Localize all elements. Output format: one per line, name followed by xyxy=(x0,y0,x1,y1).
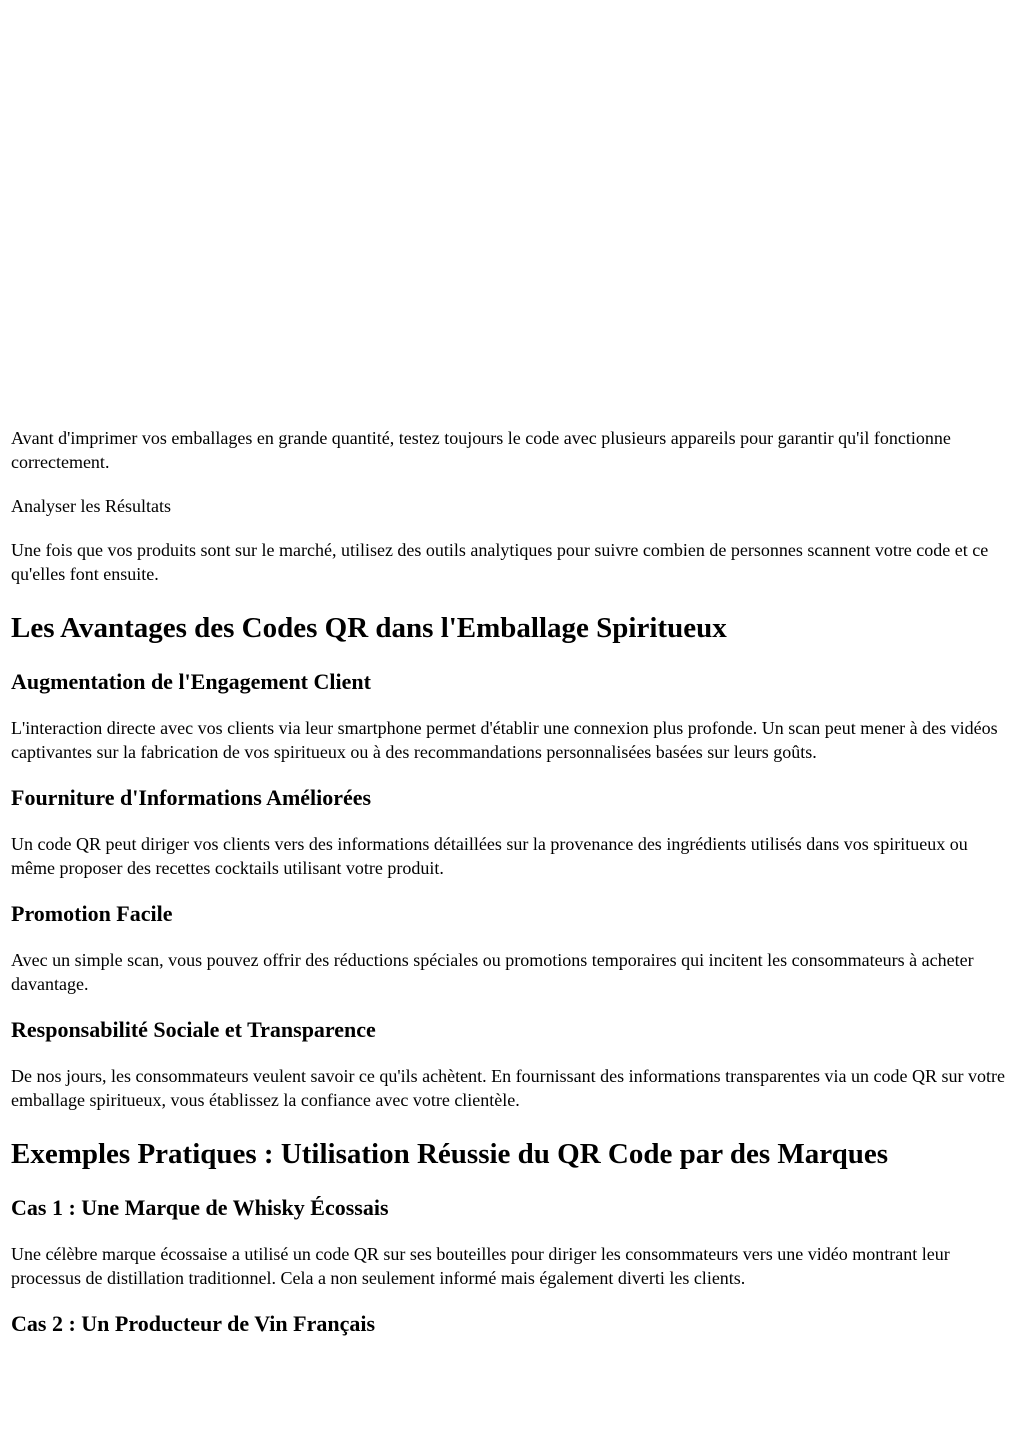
advantages-heading: Les Avantages des Codes QR dans l'Emballage Spiritueux xyxy=(11,612,727,644)
advantage-text-information: Un code QR peut diriger vos clients vers des informations détaillées sur la provenance des ingrédients utilisés dans vos spiritueux ou même proposer des recettes cocktails utilisant votre produit. xyxy=(11,834,968,878)
advantage-text-responsibility: De nos jours, les consommateurs veulent savoir ce qu'ils achètent. En fournissant des informations transparentes via un code QR sur votre emballage spiritueux, vous établissez la confiance avec votre clientèle. xyxy=(11,1066,1005,1110)
example-title-wine: Cas 2 : Un Producteur de Vin Français xyxy=(11,1311,376,1336)
examples-heading: Exemples Pratiques : Utilisation Réussie du QR Code par des Marques xyxy=(11,1138,889,1170)
example-text-whisky: Une célèbre marque écossaise a utilisé un code QR sur ses bouteilles pour diriger les consommateurs vers une vidéo montrant leur processus de distillation traditionnel. Cela a non seulement informé mais également diverti les clients. xyxy=(11,1244,950,1288)
article-body xyxy=(11,426,1007,1358)
advantage-text-promotion: Avec un simple scan, vous pouvez offrir des réductions spéciales ou promotions temporaires qui incitent les consommateurs à acheter davantage. xyxy=(11,950,974,994)
intro-paragraph-results: Une fois que vos produits sont sur le marché, utilisez des outils analytiques pour suivre combien de personnes scannent votre code et ce qu'elles font ensuite. xyxy=(11,540,989,584)
intro-paragraph-test: Avant d'imprimer vos emballages en grande quantité, testez toujours le code avec plusieurs appareils pour garantir qu'il fonctionne correctement. xyxy=(11,428,951,472)
advantage-title-responsibility: Responsabilité Sociale et Transparence xyxy=(11,1017,376,1042)
advantage-title-promotion: Promotion Facile xyxy=(11,901,173,926)
intro-paragraph-analyze: Analyser les Résultats xyxy=(11,496,171,516)
advantage-title-information: Fourniture d'Informations Améliorées xyxy=(11,785,372,810)
advantage-text-engagement: L'interaction directe avec vos clients via leur smartphone permet d'établir une connexion plus profonde. Un scan peut mener à des vidéos captivantes sur la fabrication de vos spiritueux ou à des recommandations personnalisées basées sur leurs goûts. xyxy=(11,718,998,762)
advantage-title-engagement: Augmentation de l'Engagement Client xyxy=(11,669,371,694)
example-title-whisky: Cas 1 : Une Marque de Whisky Écossais xyxy=(11,1195,389,1220)
